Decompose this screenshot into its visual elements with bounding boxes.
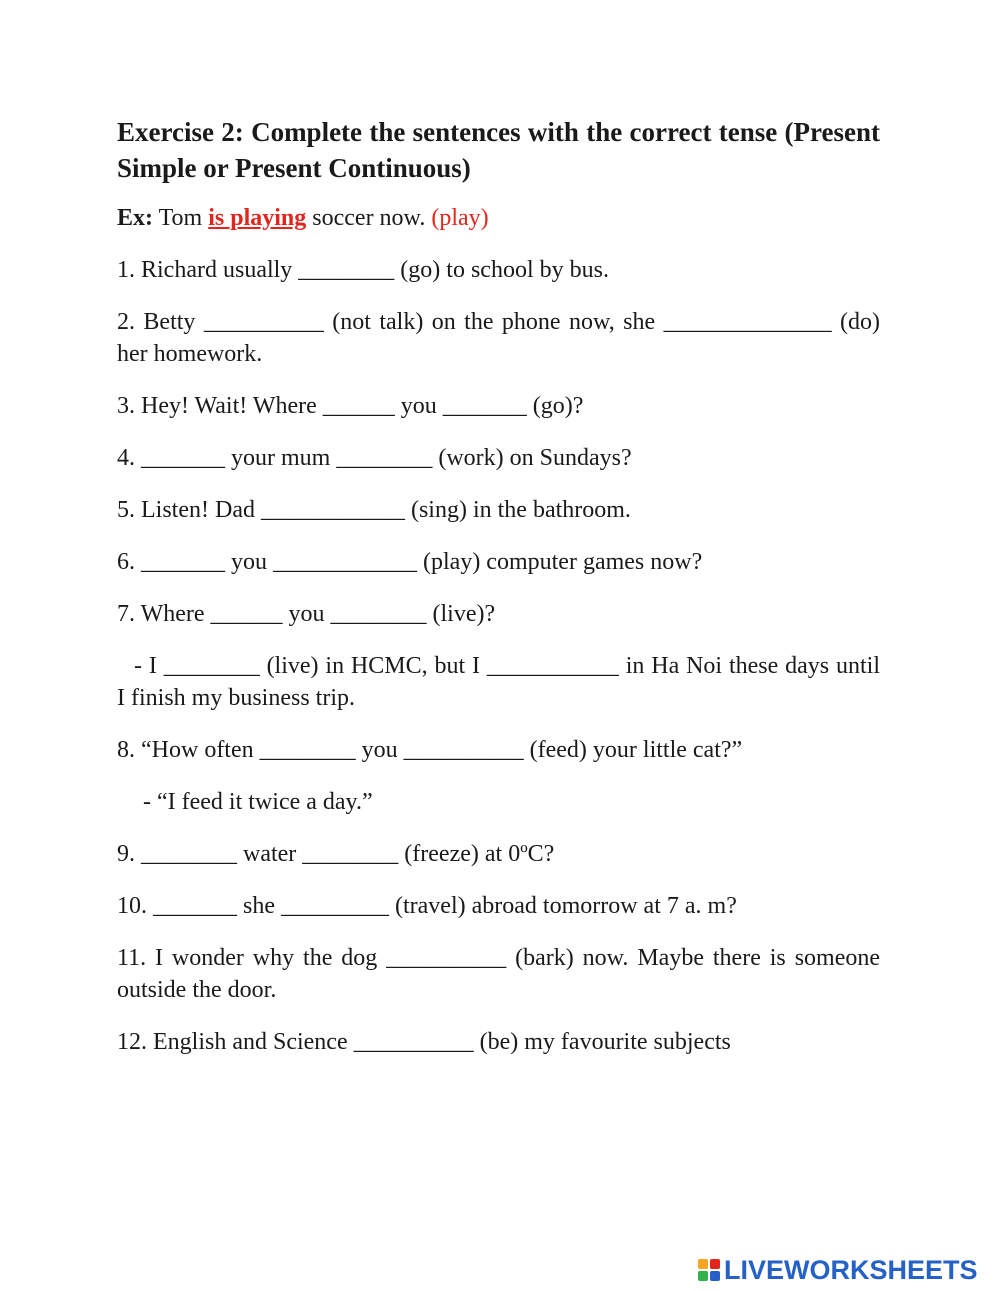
question-7-answer-line: - I ________ (live) in HCMC, but I ___________ in Ha Noi these days until I finish my business trip.: [117, 653, 880, 711]
logo-square: [698, 1271, 708, 1281]
question-3: 3. Hey! Wait! Where ______ you _______ (go)?: [117, 393, 584, 419]
question-1: 1. Richard usually ________ (go) to school by bus.: [117, 257, 609, 283]
question-4: 4. _______ your mum ________ (work) on Sundays?: [117, 445, 632, 471]
question-2: 2. Betty __________ (not talk) on the phone now, she ______________ (do) her homework.: [117, 309, 880, 367]
question-5: 5. Listen! Dad ____________ (sing) in the bathroom.: [117, 497, 631, 523]
example-text-after: soccer now.: [306, 205, 432, 231]
question-11: 11. I wonder why the dog __________ (bark) now. Maybe there is someone outside the door.: [117, 945, 880, 1003]
example-answer: is playing: [208, 205, 307, 231]
example-label: Ex:: [117, 205, 153, 231]
logo-square: [710, 1271, 720, 1281]
question-10: 10. _______ she _________ (travel) abroad tomorrow at 7 a. m?: [117, 893, 737, 919]
question-9: 9. ________ water ________ (freeze) at 0ºC?: [117, 841, 555, 867]
question-8: 8. “How often ________ you __________ (feed) your little cat?”: [117, 737, 743, 763]
question-6: 6. _______ you ____________ (play) computer games now?: [117, 549, 703, 575]
logo-text: LIVEWORKSHEETS: [724, 1255, 978, 1285]
exercise-title: Exercise 2: Complete the sentences with the correct tense (Present Simple or Present Continuous): [117, 117, 880, 183]
worksheet-page: [117, 114, 880, 1078]
liveworksheets-logo: [698, 1255, 978, 1285]
example-hint: (play): [431, 205, 489, 231]
question-7: 7. Where ______ you ________ (live)?: [117, 601, 496, 627]
question-8-response: - “I feed it twice a day.”: [143, 789, 373, 815]
example-sentence: [117, 202, 880, 234]
liveworksheets-logo-icon: [698, 1259, 720, 1281]
question-12: 12. English and Science __________ (be) my favourite subjects: [117, 1029, 731, 1055]
logo-square: [710, 1259, 720, 1269]
logo-square: [698, 1259, 708, 1269]
example-text-before: Tom: [153, 205, 209, 231]
